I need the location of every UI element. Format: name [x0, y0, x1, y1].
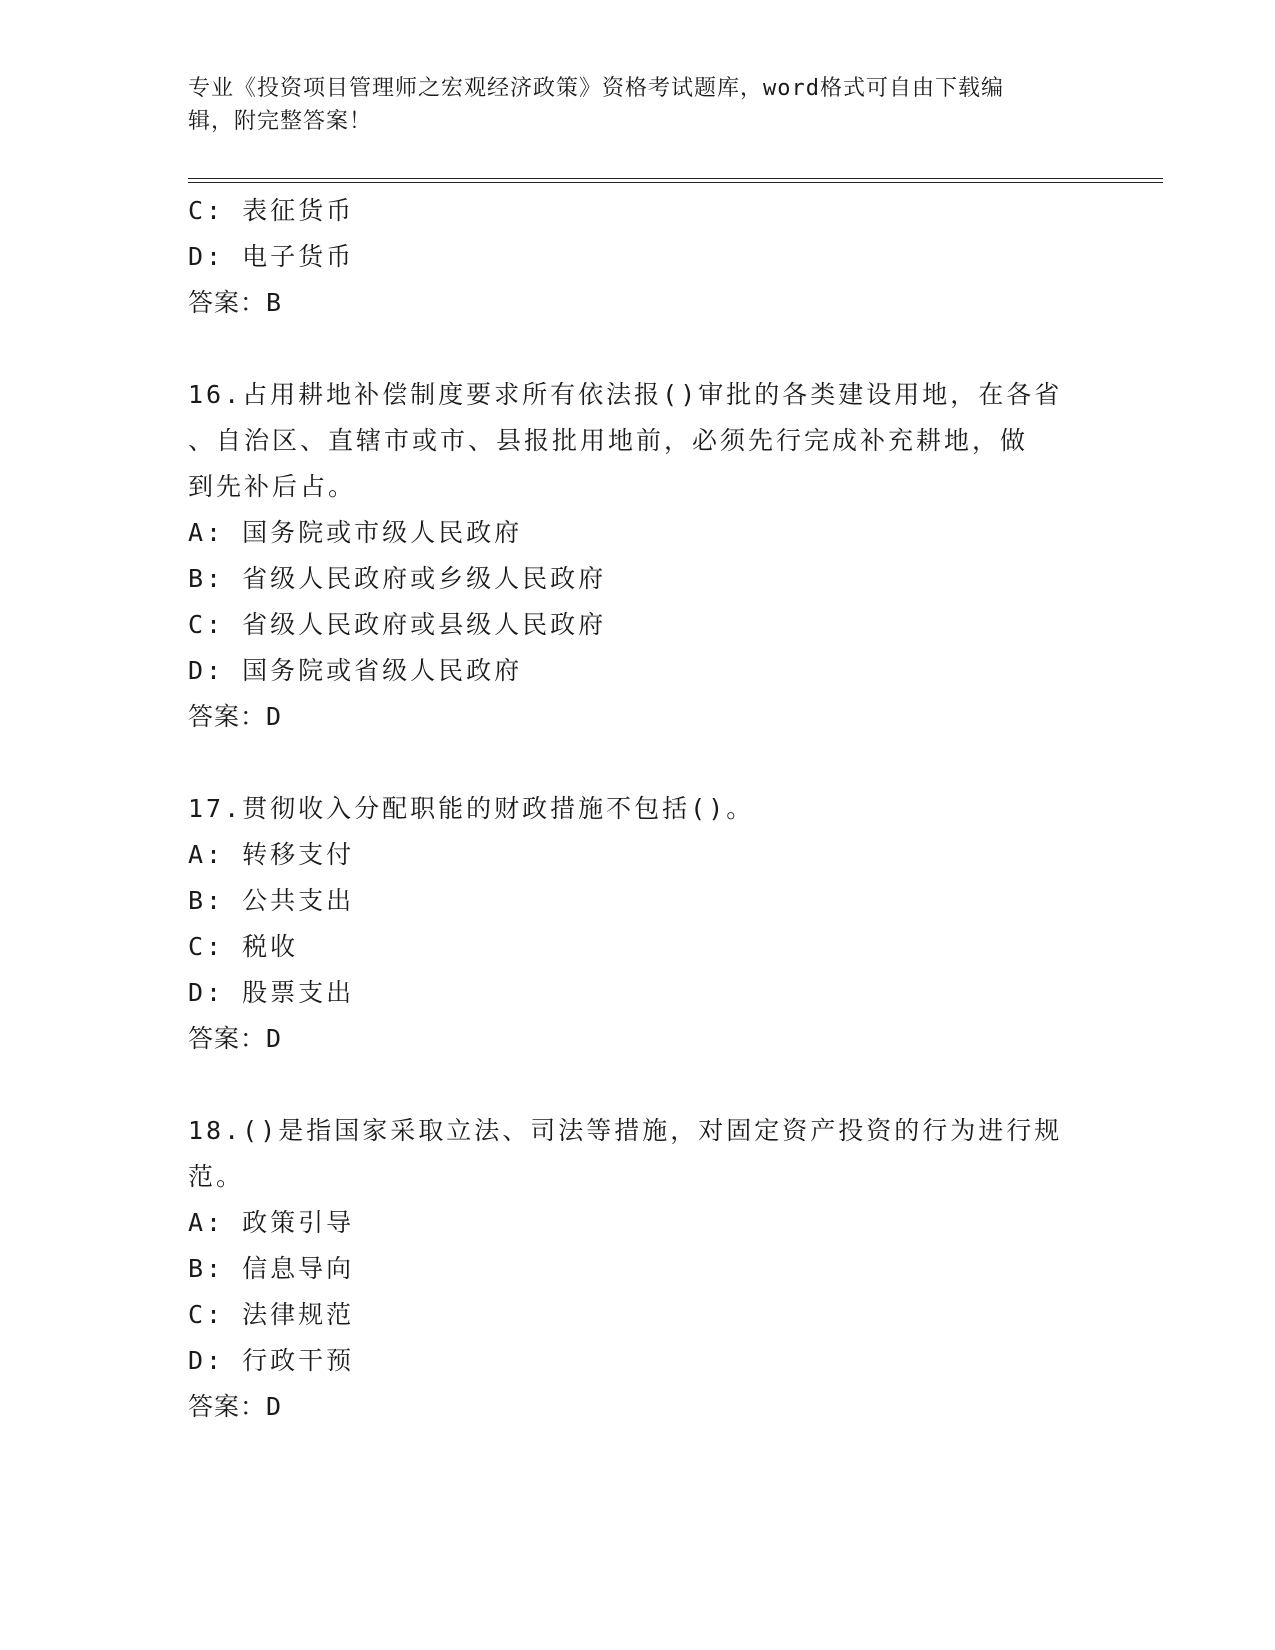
header-divider-bottom: [188, 182, 1163, 183]
question-stem-line: 17.贯彻收入分配职能的财政措施不包括()。: [188, 794, 755, 823]
option-label: A:: [188, 1208, 225, 1237]
option-a: [188, 832, 1088, 878]
answer-line: 答案：B: [188, 288, 283, 317]
option-label: D:: [188, 656, 225, 685]
option-label: D:: [188, 978, 225, 1007]
option-text: 税收: [242, 932, 299, 961]
question-17: [188, 786, 1088, 1062]
option-c: [188, 188, 1088, 234]
option-text: 国务院或市级人民政府: [242, 518, 523, 547]
option-text: 政策引导: [242, 1208, 355, 1237]
option-text: 省级人民政府或乡级人民政府: [242, 564, 607, 593]
option-label: C:: [188, 196, 225, 225]
option-label: B:: [188, 886, 225, 915]
option-b: [188, 556, 1088, 602]
answer-line: 答案：D: [188, 702, 283, 731]
option-label: B:: [188, 564, 225, 593]
option-label: C:: [188, 1300, 225, 1329]
option-d: [188, 648, 1088, 694]
question-stem-line: 18.()是指国家采取立法、司法等措施，对固定资产投资的行为进行规: [188, 1116, 1063, 1145]
option-label: A:: [188, 518, 225, 547]
option-label: D:: [188, 1346, 225, 1375]
answer-line: 答案：D: [188, 1024, 283, 1053]
question-stem: [188, 786, 1088, 832]
answer-line: 答案：D: [188, 1392, 283, 1421]
option-text: 国务院或省级人民政府: [242, 656, 523, 685]
question-stem: [188, 1108, 1088, 1200]
option-text: 法律规范: [242, 1300, 355, 1329]
question-stem-line: 、自治区、直辖市或市、县报批用地前，必须先行完成补充耕地，做: [188, 426, 1029, 455]
option-d: [188, 1338, 1088, 1384]
question-content: [188, 188, 1088, 1430]
option-label: B:: [188, 1254, 225, 1283]
option-c: [188, 602, 1088, 648]
option-d: [188, 234, 1088, 280]
option-text: 公共支出: [242, 886, 355, 915]
option-a: [188, 510, 1088, 556]
option-d: [188, 970, 1088, 1016]
option-label: D:: [188, 242, 225, 271]
question-stem: [188, 372, 1088, 510]
option-b: [188, 878, 1088, 924]
option-text: 转移支付: [242, 840, 355, 869]
question-stem-line: 范。: [188, 1162, 245, 1191]
option-c: [188, 1292, 1088, 1338]
option-label: C:: [188, 610, 225, 639]
previous-question-tail: [188, 188, 1088, 326]
option-text: 电子货币: [242, 242, 355, 271]
option-label: C:: [188, 932, 225, 961]
option-text: 股票支出: [242, 978, 355, 1007]
option-text: 省级人民政府或县级人民政府: [242, 610, 607, 639]
question-18: [188, 1108, 1088, 1430]
question-stem-line: 到先补后占。: [188, 472, 357, 501]
question-stem-line: 16.占用耕地补偿制度要求所有依法报()审批的各类建设用地，在各省: [188, 380, 1063, 409]
header-divider-top: [188, 178, 1163, 179]
option-text: 信息导向: [242, 1254, 355, 1283]
header-line-2: 辑，附完整答案！: [188, 109, 373, 134]
document-header: [188, 72, 1088, 138]
header-line-1: 专业《投资项目管理师之宏观经济政策》资格考试题库，word格式可自由下载编: [188, 76, 1004, 101]
option-c: [188, 924, 1088, 970]
question-16: [188, 372, 1088, 740]
option-text: 行政干预: [242, 1346, 355, 1375]
option-label: A:: [188, 840, 225, 869]
option-text: 表征货币: [242, 196, 355, 225]
option-a: [188, 1200, 1088, 1246]
option-b: [188, 1246, 1088, 1292]
